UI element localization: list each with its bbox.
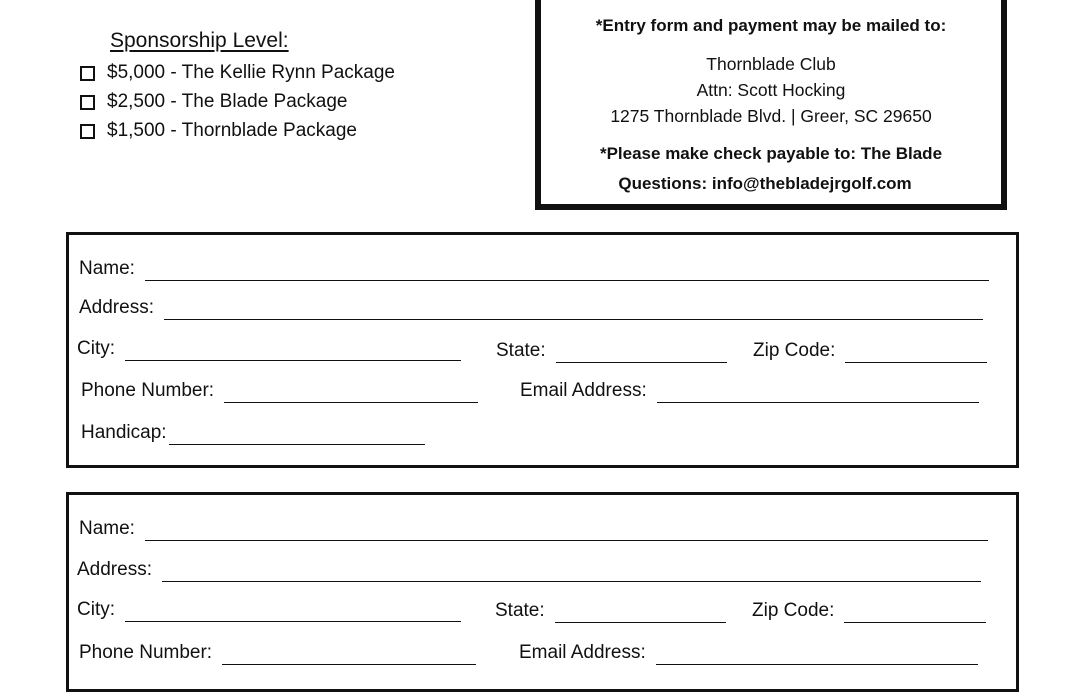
entry-form-2 (66, 492, 1019, 692)
name-label: Name: (79, 518, 135, 539)
phone-field (79, 639, 476, 665)
sponsorship-option-label: $5,000 - The Kellie Rynn Package (107, 62, 395, 83)
handicap-label: Handicap: (81, 422, 167, 443)
check-payable-note: *Please make check payable to: The Blade (599, 144, 943, 163)
address-label: Address: (77, 559, 152, 580)
sponsorship-option-2500[interactable] (80, 90, 348, 114)
email-label: Email Address: (520, 380, 647, 401)
sponsorship-option-label: $1,500 - Thornblade Package (107, 120, 357, 141)
city-label: City: (77, 338, 115, 359)
city-label: City: (77, 599, 115, 620)
checkbox[interactable] (80, 66, 95, 81)
entry-form-1 (66, 232, 1019, 468)
handicap-field (81, 419, 425, 445)
questions-contact: Questions: info@thebladejrgolf.com (618, 174, 912, 193)
sponsorship-option-1500[interactable] (80, 119, 357, 143)
address-line-3: 1275 Thornblade Blvd. | Greer, SC 29650 (610, 106, 932, 126)
zip-input[interactable] (845, 340, 987, 363)
handicap-input[interactable] (169, 422, 425, 445)
email-field (519, 639, 978, 665)
zip-field (753, 337, 987, 363)
sponsorship-option-5000[interactable] (80, 61, 395, 85)
city-field (77, 596, 461, 622)
zip-label: Zip Code: (752, 600, 835, 621)
city-input[interactable] (125, 599, 461, 622)
sponsorship-option-label: $2,500 - The Blade Package (107, 91, 348, 112)
name-field (79, 255, 989, 281)
address-field (77, 556, 981, 582)
phone-field (81, 377, 478, 403)
name-input[interactable] (145, 258, 989, 281)
mailing-info-box (535, 0, 1007, 210)
email-input[interactable] (656, 642, 978, 665)
sponsorship-level-title: Sponsorship Level: (110, 29, 289, 52)
checkbox[interactable] (80, 124, 95, 139)
state-field (496, 337, 727, 363)
phone-label: Phone Number: (79, 642, 213, 663)
address-input[interactable] (162, 559, 981, 582)
name-label: Name: (79, 258, 135, 279)
state-label: State: (495, 600, 545, 621)
address-line-2: Attn: Scott Hocking (696, 80, 846, 100)
state-input[interactable] (556, 340, 727, 363)
email-label: Email Address: (519, 642, 646, 663)
state-field (495, 597, 726, 623)
address-line-1: Thornblade Club (706, 54, 836, 74)
zip-label: Zip Code: (753, 340, 836, 361)
checkbox[interactable] (80, 95, 95, 110)
mailing-heading: *Entry form and payment may be mailed to: (595, 16, 947, 35)
state-label: State: (496, 340, 546, 361)
phone-input[interactable] (224, 380, 478, 403)
city-input[interactable] (125, 338, 461, 361)
name-input[interactable] (145, 518, 988, 541)
zip-field (752, 597, 986, 623)
address-label: Address: (79, 297, 154, 318)
address-input[interactable] (164, 297, 983, 320)
email-input[interactable] (657, 380, 979, 403)
state-input[interactable] (555, 600, 726, 623)
email-field (520, 377, 979, 403)
address-field (79, 294, 983, 320)
city-field (77, 335, 461, 361)
phone-input[interactable] (222, 642, 476, 665)
name-field (79, 515, 988, 541)
phone-label: Phone Number: (81, 380, 215, 401)
zip-input[interactable] (844, 600, 986, 623)
